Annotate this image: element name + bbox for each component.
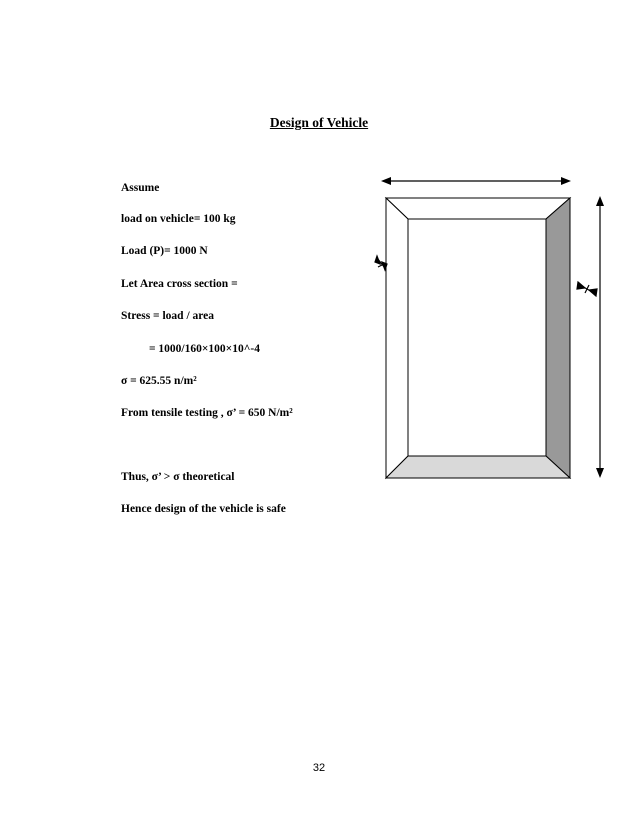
text-line-load-kg: load on vehicle= 100 kg xyxy=(121,213,236,225)
width-dimension-arrow xyxy=(381,177,571,185)
text-line-load-newton: Load (P)= 1000 N xyxy=(121,245,208,257)
text-line-sigma: σ = 625.55 n/m² xyxy=(121,375,197,387)
right-break-symbol xyxy=(577,282,597,296)
text-line-stress: Stress = load / area xyxy=(121,310,215,322)
bevel-frame xyxy=(386,198,570,478)
frame-right-bevel xyxy=(546,198,570,478)
text-line-comparison: Thus, σ’ > σ theoretical xyxy=(121,471,235,483)
frame-bottom-bevel xyxy=(386,456,570,478)
left-break-symbol xyxy=(375,256,387,270)
frame-diagram xyxy=(370,172,610,484)
text-line-assume: Assume xyxy=(121,182,160,194)
text-line-stress-calc: = 1000/160×100×10^-4 xyxy=(149,343,260,355)
text-line-tensile: From tensile testing , σ’ = 650 N/m² xyxy=(121,407,293,419)
page-number: 32 xyxy=(312,762,326,774)
frame-top-bevel xyxy=(386,198,570,219)
document-title: Design of Vehicle xyxy=(269,115,369,130)
frame-inner-panel xyxy=(408,219,546,456)
text-line-area: Let Area cross section = xyxy=(121,278,238,290)
height-dimension-arrow xyxy=(596,196,604,478)
frame-left-bevel xyxy=(386,198,408,478)
text-line-conclusion: Hence design of the vehicle is safe xyxy=(121,503,286,515)
